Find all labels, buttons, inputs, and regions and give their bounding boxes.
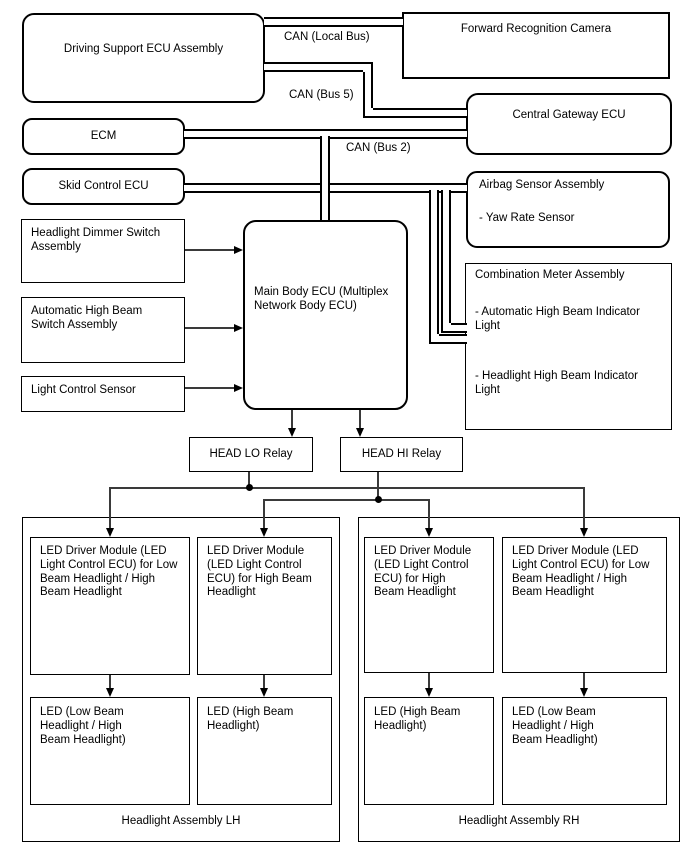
arrowhead-lightsensor-to-mainbody — [234, 384, 243, 392]
node-headlight-dimmer-switch — [21, 219, 185, 283]
node-light-control-sensor-label: Light Control Sensor — [31, 384, 136, 396]
node-rh-led-low-high — [502, 697, 667, 805]
node-head-lo-relay — [189, 437, 313, 472]
node-skid-control-ecu — [22, 168, 185, 205]
wire-mainbody-to-lo-relay — [291, 410, 293, 428]
node-lh-driver-module-low-high — [30, 537, 190, 675]
node-forward-recognition-camera-label: Forward Recognition Camera — [460, 23, 612, 35]
node-lh-driver-module-high-label: LED Driver Module (LED Light Control ECU) for High Beam Headlight — [207, 545, 312, 599]
node-forward-recognition-camera — [402, 12, 670, 79]
can-local-bus-label: CAN (Local Bus) — [284, 31, 370, 43]
node-automatic-high-beam-switch-label: Automatic High Beam Switch Assembly — [31, 305, 143, 331]
wire-lh-module2-to-led — [263, 675, 265, 688]
wire-hi-distribution — [263, 499, 430, 501]
arrowhead-hi-to-rh-module — [425, 528, 433, 537]
bus-junction-notch — [366, 69, 371, 73]
arrowhead-mainbody-to-hi-relay — [356, 428, 364, 437]
wire-lo-distribution — [109, 487, 585, 489]
arrowhead-lo-to-lh-module — [106, 528, 114, 537]
node-central-gateway-ecu-label: Central Gateway ECU — [512, 109, 626, 121]
can-local-bus-line — [264, 17, 403, 27]
node-combination-meter-title: Combination Meter Assembly — [475, 269, 625, 281]
arrowhead-hi-to-lh-module — [260, 528, 268, 537]
wire-hi-to-rh-module — [428, 500, 430, 528]
wire-rh-module2-to-led — [583, 673, 585, 688]
bus-junction-notch — [444, 191, 449, 194]
node-skid-control-ecu-label: Skid Control ECU — [58, 179, 149, 192]
node-ecm-label: ECM — [90, 129, 117, 142]
can-bus5-corner-bottom — [363, 108, 373, 118]
headlight-assembly-lh-label: Headlight Assembly LH — [121, 815, 241, 828]
node-rh-driver-module-low-high-label: LED Driver Module (LED Light Control ECU) for Low Beam Headlight / High Beam Headlight — [512, 545, 650, 599]
node-rh-driver-module-high — [364, 537, 494, 673]
node-driving-support-ecu — [22, 13, 265, 103]
node-rh-led-high-label: LED (High Beam Headlight) — [374, 706, 461, 732]
wire-autohb-to-mainbody — [185, 327, 235, 329]
wire-dimmer-to-mainbody — [185, 249, 235, 251]
node-automatic-high-beam-switch — [21, 297, 185, 363]
arrowhead-dimmer-to-mainbody — [234, 246, 243, 254]
arrowhead-lh-module2-to-led — [260, 688, 268, 697]
can-branch-combination-meter-outer-v — [429, 190, 439, 334]
node-head-hi-relay-label: HEAD HI Relay — [361, 447, 442, 460]
node-lh-led-low-high-label: LED (Low Beam Headlight / High Beam Headlight) — [40, 706, 126, 746]
wire-lightsensor-to-mainbody — [185, 387, 235, 389]
node-lh-driver-module-low-high-label: LED Driver Module (LED Light Control ECU) for Low Beam Headlight / High Beam Headlight — [40, 545, 178, 599]
node-combination-meter-item1: - Automatic High Beam Indicator Light — [475, 305, 640, 332]
node-central-gateway-ecu — [466, 93, 672, 155]
node-rh-led-low-high-label: LED (Low Beam Headlight / High Beam Headlight) — [512, 706, 598, 746]
can-branch-combination-meter-inner-v — [441, 190, 451, 323]
node-head-hi-relay — [340, 437, 463, 472]
arrowhead-lo-to-rh-module — [580, 528, 588, 537]
can-branch-combination-meter-outer-h — [439, 334, 467, 344]
can-bus5-label: CAN (Bus 5) — [289, 89, 354, 101]
node-lh-led-high-label: LED (High Beam Headlight) — [207, 706, 294, 732]
node-lh-driver-module-high — [197, 537, 332, 675]
node-headlight-dimmer-switch-label: Headlight Dimmer Switch Assembly — [31, 227, 161, 253]
node-airbag-sensor-title: Airbag Sensor Assembly — [479, 179, 605, 191]
bus-junction-notch — [432, 191, 437, 194]
wire-lh-module1-to-led — [109, 675, 111, 688]
wire-lo-to-lh-module — [109, 488, 111, 528]
junction-dot-hi — [375, 496, 382, 503]
can-branch-combination-meter-outer-corner — [429, 334, 439, 344]
can-branch-combination-meter-inner-h — [451, 323, 467, 333]
bus-junction-notch — [323, 137, 328, 140]
can-bus5-line-v — [363, 72, 373, 108]
node-airbag-sensor-assembly — [466, 171, 670, 248]
can-bus5-line-h1 — [264, 62, 363, 72]
node-combination-meter — [465, 263, 672, 430]
junction-dot-lo — [246, 484, 253, 491]
arrowhead-rh-module2-to-led — [580, 688, 588, 697]
node-head-lo-relay-label: HEAD LO Relay — [209, 447, 293, 460]
node-main-body-ecu-label: Main Body ECU (Multiplex Network Body ECU) — [254, 286, 389, 312]
node-light-control-sensor — [21, 376, 185, 412]
can-bus2-branch-main-body — [320, 136, 330, 220]
wire-lo-to-rh-module — [583, 488, 585, 528]
node-lh-led-low-high — [30, 697, 190, 805]
can-branch-combination-meter-inner-corner — [441, 323, 451, 333]
node-airbag-sensor-item: - Yaw Rate Sensor — [479, 211, 575, 224]
arrowhead-mainbody-to-lo-relay — [288, 428, 296, 437]
wire-hi-to-lh-module — [263, 500, 265, 528]
can-bus5-line-h2 — [373, 108, 467, 118]
node-rh-driver-module-high-label: LED Driver Module (LED Light Control ECU) for High Beam Headlight — [374, 545, 472, 599]
arrowhead-rh-module1-to-led — [425, 688, 433, 697]
node-lh-led-high — [197, 697, 332, 805]
node-driving-support-ecu-label: Driving Support ECU Assembly — [63, 43, 224, 55]
headlight-assembly-rh-label: Headlight Assembly RH — [458, 815, 580, 828]
node-rh-led-high — [364, 697, 494, 805]
node-rh-driver-module-low-high — [502, 537, 667, 673]
wire-mainbody-to-hi-relay — [359, 410, 361, 428]
node-combination-meter-item2: - Headlight High Beam Indicator Light — [475, 370, 638, 397]
can-bus2-label: CAN (Bus 2) — [346, 142, 411, 154]
node-ecm — [22, 118, 185, 155]
node-main-body-ecu — [243, 220, 408, 410]
arrowhead-autohb-to-mainbody — [234, 324, 243, 332]
wire-rh-module1-to-led — [428, 673, 430, 688]
arrowhead-lh-module1-to-led — [106, 688, 114, 697]
